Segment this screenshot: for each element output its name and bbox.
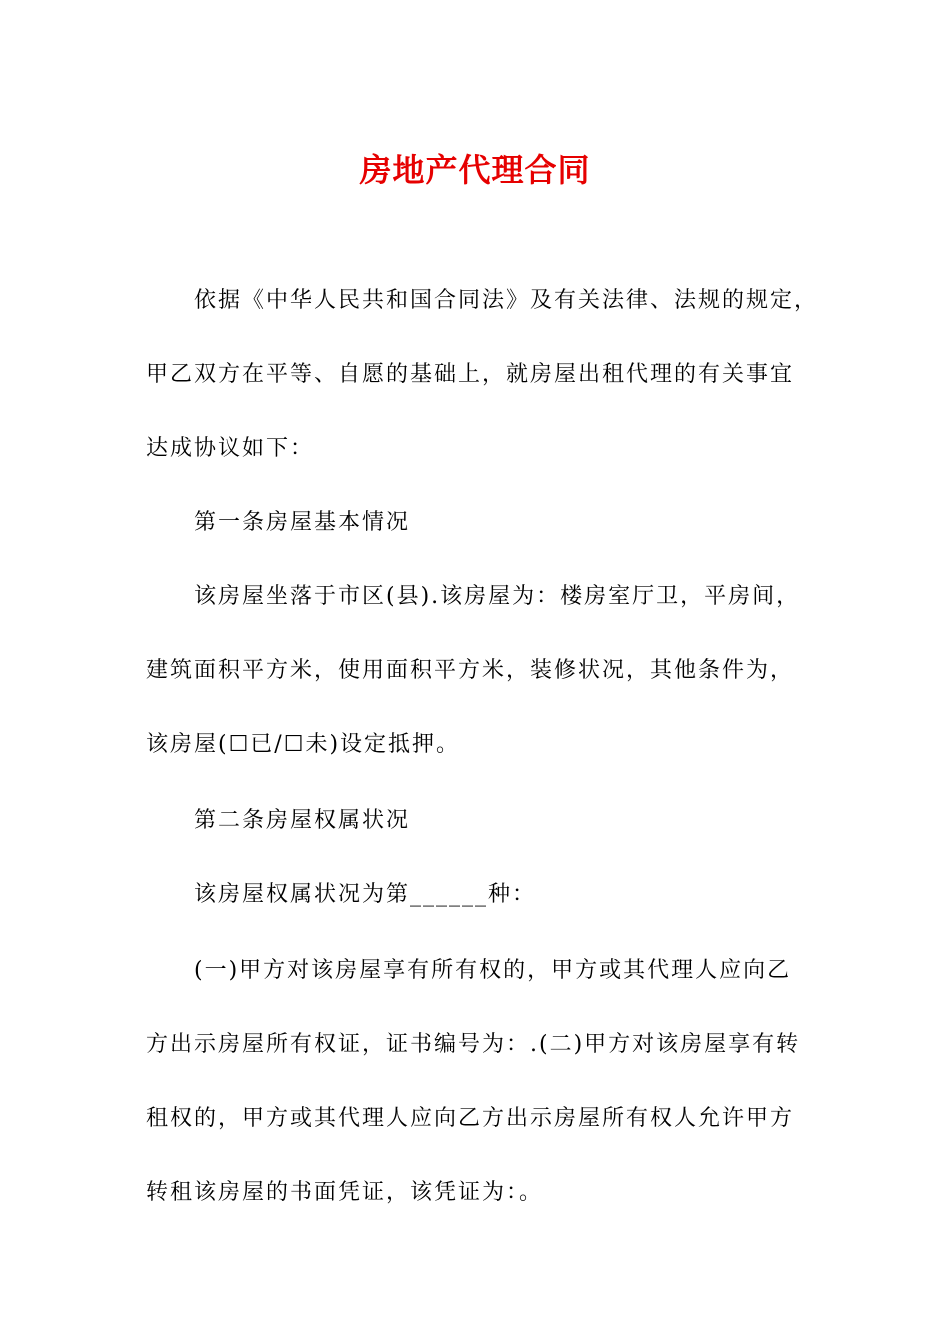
section-heading: 第二条房屋权属状况 [194,808,411,833]
paragraph-line: 依据《中华人民共和国合同法》及有关法律、法规的规定， [194,288,819,313]
paragraph-line: 方出示房屋所有权证，证书编号为：.(二)甲方对该房屋享有转 [146,1032,801,1057]
paragraph-line: 达成协议如下： [146,436,315,461]
section-heading: 第一条房屋基本情况 [194,510,411,535]
paragraph-line: 租权的，甲方或其代理人应向乙方出示房屋所有权人允许甲方 [146,1106,795,1131]
paragraph-line: (一)甲方对该房屋享有所有权的，甲方或其代理人应向乙 [194,958,792,983]
paragraph-line: 该房屋(☐已/☐未)设定抵押。 [146,732,461,757]
paragraph-line: 甲乙双方在平等、自愿的基础上，就房屋出租代理的有关事宜 [146,362,795,387]
paragraph-line: 该房屋坐落于市区(县).该房屋为：楼房室厅卫，平房间， [194,584,801,609]
paragraph-line: 转租该房屋的书面凭证，该凭证为：。 [146,1180,544,1205]
document-title: 房地产代理合同 [359,151,591,189]
paragraph-line: 建筑面积平方米，使用面积平方米，装修状况，其他条件为， [146,658,795,683]
paragraph-line: 该房屋权属状况为第______种： [194,882,537,907]
